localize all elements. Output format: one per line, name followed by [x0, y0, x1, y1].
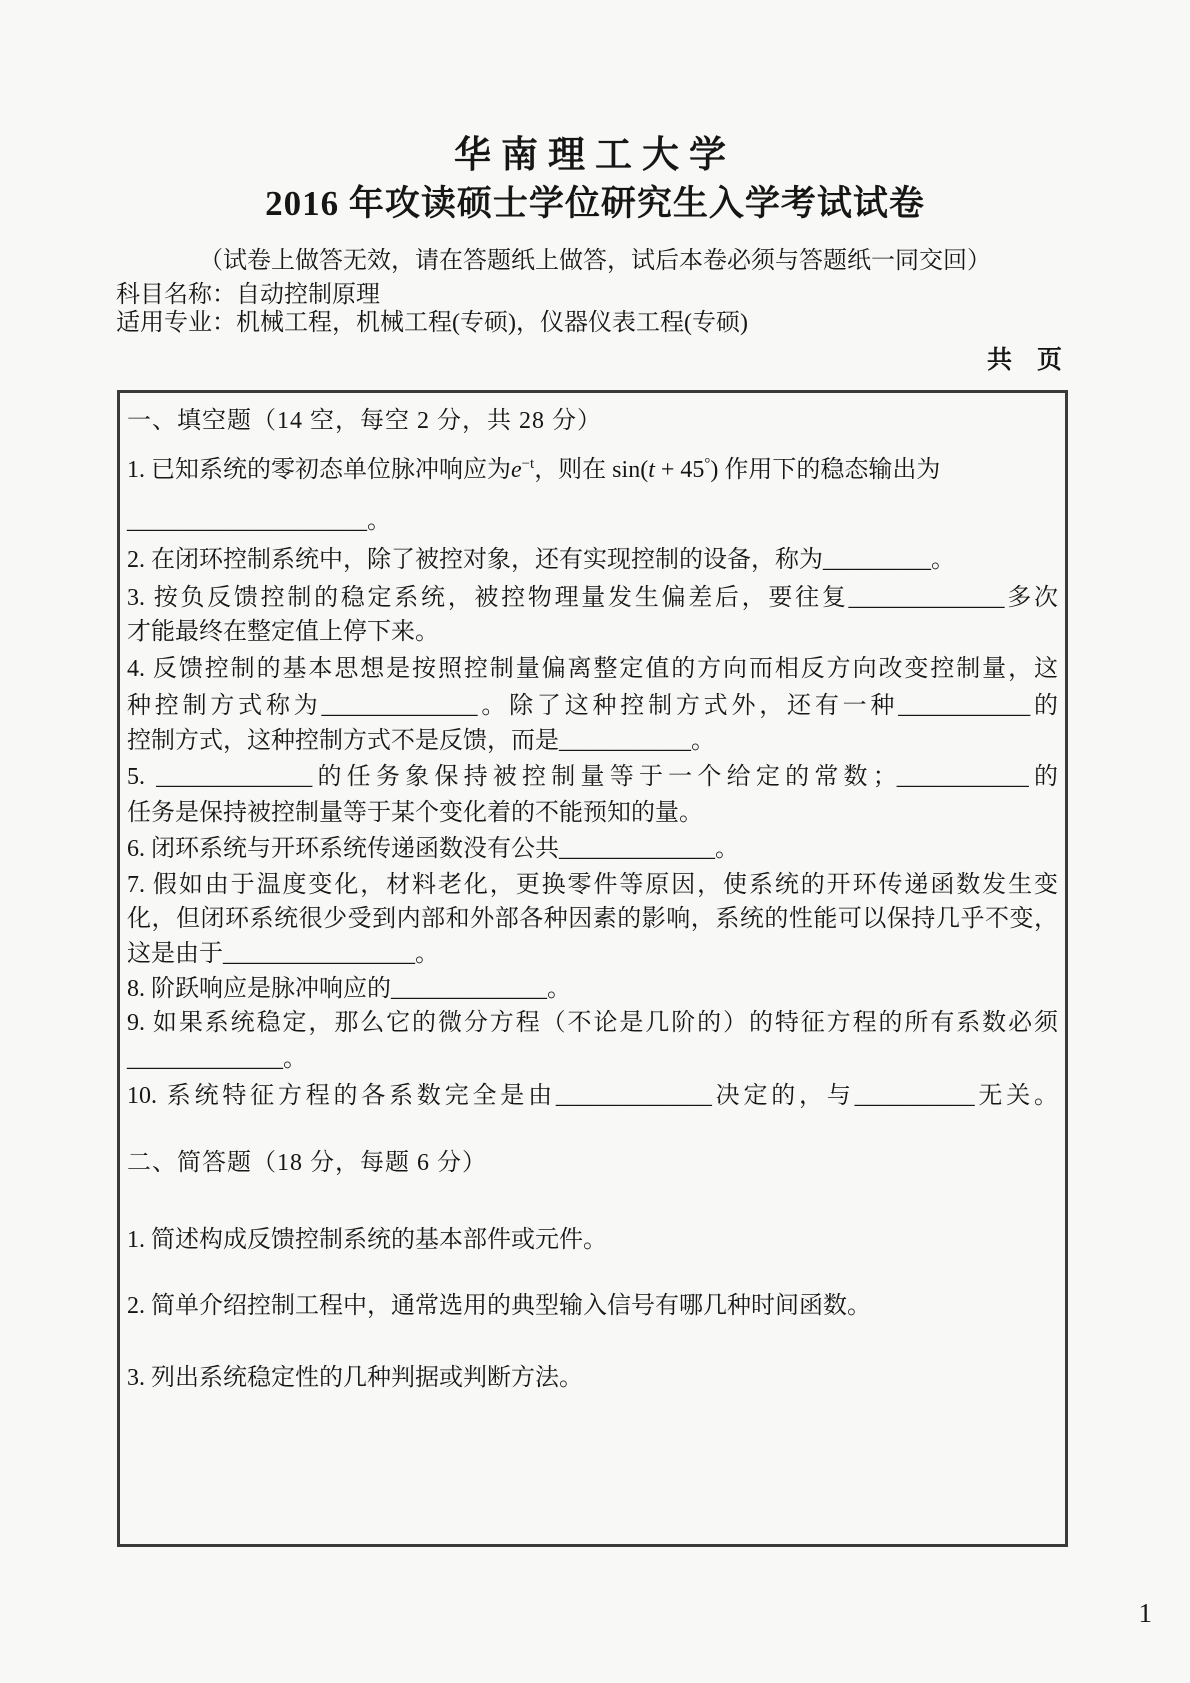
answer-sheet-notice: （试卷上做答无效，请在答题纸上做答，试后本卷必须与答题纸一同交回） — [199, 248, 991, 274]
fill-q1-blank-line: ____________________。 — [127, 508, 391, 534]
subject-label: 科目名称： — [116, 282, 236, 308]
formula-e-base: e — [511, 457, 522, 483]
majors-line — [116, 309, 748, 337]
fill-q4-line1: 4. 反馈控制的基本思想是按照控制量偏离整定值的方向而相反方向改变控制量，这 — [127, 656, 1058, 682]
fill-section-heading: 一、填空题（14 空，每空 2 分，共 28 分） — [127, 408, 602, 434]
fill-q9-blank-line: _____________。 — [127, 1046, 307, 1072]
fill-q1-seg2: ，则在 sin( — [534, 457, 649, 483]
fill-q1-line1 — [127, 452, 1058, 488]
fill-q10: 10. 系统特征方程的各系数完全是由_____________决定的，与__________无关。 — [127, 1083, 1058, 1109]
fill-q1-seg1: 1. 已知系统的零初态单位脉冲响应为 — [127, 457, 511, 483]
fill-q4-line2: 种控制方式称为_____________。除了这种控制方式外，还有一种___________的 — [127, 693, 1058, 719]
fill-q8: 8. 阶跃响应是脉冲响应的_____________。 — [127, 976, 571, 1002]
fill-q7-line3: 这是由于________________。 — [127, 941, 439, 967]
page-number: 1 — [1138, 1598, 1152, 1628]
majors-value: 机械工程，机械工程(专硕)，仪器仪表工程(专硕) — [236, 310, 748, 336]
fill-q3-line1: 3. 按负反馈控制的稳定系统，被控物理量发生偏差后，要往复_____________多次 — [127, 585, 1058, 611]
formula-t-variable: t — [648, 457, 655, 483]
formula-e-exponent: −t — [521, 456, 535, 472]
short-q3: 3. 列出系统稳定性的几种判据或判断方法。 — [127, 1365, 583, 1391]
short-answer-section-heading: 二、简答题（18 分，每题 6 分） — [127, 1150, 487, 1176]
fill-q1-seg3: + 45 — [654, 457, 705, 483]
total-pages-note: 共 页 — [986, 347, 1062, 374]
majors-label: 适用专业： — [116, 310, 236, 336]
fill-q9-line1: 9. 如果系统稳定，那么它的微分方程（不论是几阶的）的特征方程的所有系数必须 — [127, 1010, 1058, 1036]
subject-line — [116, 281, 380, 309]
fill-q1-seg4: ) 作用下的稳态输出为 — [710, 457, 941, 483]
formula-degree-symbol: ° — [704, 456, 711, 472]
fill-q5-line1: 5. _____________的任务象保持被控制量等于一个给定的常数；___________的 — [127, 764, 1058, 790]
short-q2: 2. 简单介绍控制工程中，通常选用的典型输入信号有哪几种时间函数。 — [127, 1293, 871, 1319]
subject-value: 自动控制原理 — [236, 282, 380, 308]
fill-q5-line2: 任务是保持被控制量等于某个变化着的不能预知的量。 — [127, 800, 703, 826]
fill-q2: 2. 在闭环控制系统中，除了被控对象，还有实现控制的设备，称为_________。 — [127, 547, 955, 573]
question-area-border-box — [117, 390, 1068, 1547]
fill-q3-line2: 才能最终在整定值上停下来。 — [127, 619, 439, 645]
fill-q4-line3: 控制方式，这种控制方式不是反馈，而是___________。 — [127, 728, 715, 754]
fill-q7-line2: 化，但闭环系统很少受到内部和外部各种因素的影响，系统的性能可以保持几乎不变， — [127, 906, 1058, 932]
university-name: 华南理工大学 — [454, 135, 736, 176]
short-q1: 1. 简述构成反馈控制系统的基本部件或元件。 — [127, 1227, 607, 1253]
exam-title: 2016 年攻读硕士学位研究生入学考试试卷 — [265, 184, 925, 223]
fill-q6: 6. 闭环系统与开环系统传递函数没有公共_____________。 — [127, 836, 739, 862]
fill-q7-line1: 7. 假如由于温度变化，材料老化，更换零件等原因，使系统的开环传递函数发生变 — [127, 872, 1058, 898]
